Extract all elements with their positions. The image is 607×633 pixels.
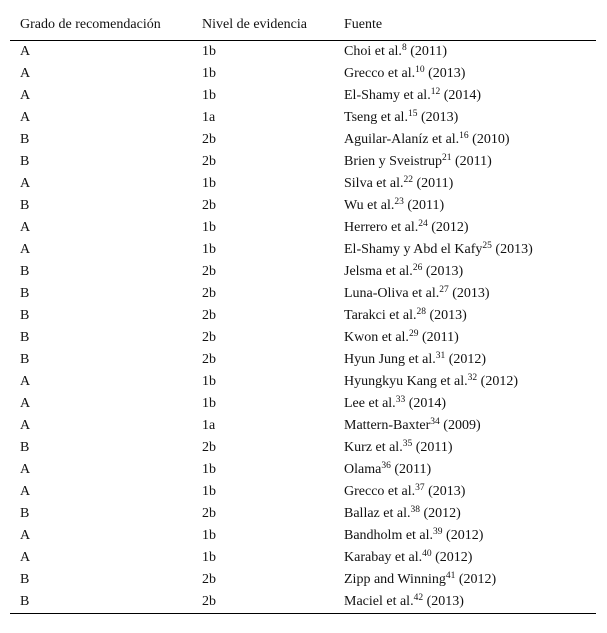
cell-grado: B [20, 286, 30, 301]
cell-grado: B [20, 198, 30, 213]
source-author: Hyun Jung et al. [344, 352, 436, 367]
cell-fuente [334, 63, 596, 85]
cell-fuente [334, 415, 596, 437]
source-reference-number: 33 [395, 395, 406, 405]
table-row [10, 547, 596, 569]
source-author: Maciel et al. [344, 594, 414, 609]
cell-fuente [334, 327, 596, 349]
cell-fuente [334, 283, 596, 305]
evidence-table [10, 10, 596, 614]
source-reference-number: 10 [415, 65, 425, 75]
source-reference-number: 42 [413, 593, 424, 603]
source-year: (2013) [452, 286, 490, 301]
table-row [10, 85, 596, 107]
source-reference-number: 39 [433, 527, 443, 537]
cell-grado: A [20, 220, 31, 235]
source-reference-number: 8 [401, 43, 407, 53]
source-year: (2013) [420, 110, 459, 125]
cell-nivel: 2b [202, 154, 216, 169]
cell-fuente [334, 151, 596, 173]
cell-nivel: 2b [202, 286, 216, 301]
cell-fuente [334, 547, 596, 569]
source-author: Zipp and Winning [344, 572, 446, 587]
source-year: (2012) [431, 220, 469, 235]
source-reference-number: 34 [430, 417, 440, 427]
cell-nivel: 1b [202, 396, 216, 411]
source-year: (2010) [472, 132, 510, 147]
source-year: (2011) [410, 44, 447, 59]
source-year: (2013) [426, 594, 464, 609]
evidence-table-container [10, 10, 596, 614]
table-row [10, 195, 596, 217]
source-reference-number: 38 [410, 505, 420, 515]
source-year: (2012) [446, 528, 484, 543]
source-author: Bandholm et al. [344, 528, 434, 543]
cell-grado: B [20, 264, 30, 279]
cell-nivel: 2b [202, 264, 216, 279]
cell-nivel: 2b [202, 440, 216, 455]
source-reference-number: 37 [415, 483, 425, 493]
source-reference-number: 12 [430, 87, 441, 97]
cell-fuente [334, 217, 596, 239]
cell-nivel: 1b [202, 242, 216, 257]
cell-grado: B [20, 506, 30, 521]
source-author: Kurz et al. [344, 440, 403, 455]
table-row [10, 327, 596, 349]
source-author: Brien y Sveistrup [344, 154, 442, 169]
source-year: (2013) [429, 308, 467, 323]
source-author: El-Shamy et al. [344, 88, 431, 103]
cell-nivel: 2b [192, 591, 334, 614]
source-year: (2013) [495, 242, 533, 257]
source-year: (2011) [421, 330, 459, 345]
source-year: (2014) [443, 88, 482, 103]
source-year: (2012) [448, 352, 487, 367]
cell-nivel: 2b [202, 132, 216, 147]
cell-fuente [334, 239, 596, 261]
cell-fuente [334, 41, 596, 64]
cell-nivel: 1b [202, 220, 216, 235]
cell-fuente [334, 437, 596, 459]
cell-grado: A [20, 110, 31, 125]
table-row [10, 591, 596, 614]
source-year: (2011) [416, 176, 454, 191]
cell-nivel: 1b [202, 550, 216, 565]
cell-grado: B [20, 308, 30, 323]
table-row [10, 437, 596, 459]
source-author: Grecco et al. [344, 66, 416, 81]
cell-nivel: 2b [202, 330, 216, 345]
table-row [10, 503, 596, 525]
table-row [10, 393, 596, 415]
source-reference-number: 25 [482, 241, 492, 251]
cell-grado: B [20, 572, 30, 587]
table-row [10, 415, 596, 437]
table-row [10, 129, 596, 151]
cell-fuente [334, 173, 596, 195]
cell-fuente [334, 305, 596, 327]
cell-nivel: 1b [202, 66, 216, 81]
cell-fuente [334, 525, 596, 547]
source-year: (2013) [428, 66, 466, 81]
cell-fuente [334, 503, 596, 525]
source-author: Lee et al. [344, 396, 396, 411]
table-row [10, 349, 596, 371]
cell-fuente [334, 371, 596, 393]
cell-fuente [334, 393, 596, 415]
table-row [10, 261, 596, 283]
source-reference-number: 22 [403, 175, 413, 185]
header-nivel: Nivel de evidencia [192, 10, 334, 41]
cell-nivel: 2b [202, 506, 216, 521]
cell-grado: A [20, 242, 31, 257]
source-year: (2014) [408, 396, 447, 411]
cell-nivel: 1a [202, 110, 216, 125]
source-reference-number: 16 [459, 131, 469, 141]
source-reference-number: 27 [439, 285, 449, 295]
cell-grado: A [20, 462, 31, 477]
cell-grado: A [20, 88, 31, 103]
table-row [10, 41, 596, 64]
cell-grado: A [20, 66, 31, 81]
source-year: (2012) [458, 572, 497, 587]
cell-nivel: 1b [202, 88, 216, 103]
table-row [10, 151, 596, 173]
source-reference-number: 31 [435, 351, 446, 361]
source-reference-number: 40 [422, 549, 432, 559]
source-year: (2013) [425, 264, 464, 279]
source-author: El-Shamy y Abd el Kafy [344, 242, 483, 257]
cell-nivel: 1b [202, 462, 216, 477]
cell-fuente [334, 459, 596, 481]
source-author: Luna-Oliva et al. [344, 286, 440, 301]
cell-grado: B [20, 440, 30, 455]
cell-nivel: 2b [202, 308, 216, 323]
source-year: (2011) [407, 198, 445, 213]
source-author: Silva et al. [344, 176, 404, 191]
cell-grado: B [20, 330, 30, 345]
cell-fuente [334, 129, 596, 151]
cell-nivel: 1b [202, 528, 216, 543]
source-year: (2012) [423, 506, 461, 521]
source-author: Jelsma et al. [344, 264, 413, 279]
cell-grado: B [10, 591, 192, 614]
cell-nivel: 2b [202, 352, 216, 367]
table-row [10, 217, 596, 239]
source-author: Kwon et al. [344, 330, 409, 345]
source-year: (2011) [455, 154, 492, 169]
source-author: Aguilar-Alaníz et al. [344, 132, 460, 147]
source-author: Mattern-Baxter [344, 418, 431, 433]
source-author: Herrero et al. [344, 220, 419, 235]
cell-fuente [334, 195, 596, 217]
cell-nivel: 1b [202, 176, 216, 191]
source-year: (2011) [394, 462, 432, 477]
cell-grado: B [20, 352, 30, 367]
source-year: (2009) [443, 418, 481, 433]
cell-grado: A [20, 484, 31, 499]
source-year: (2011) [415, 440, 453, 455]
source-author: Grecco et al. [344, 484, 416, 499]
source-year: (2012) [435, 550, 473, 565]
table-row [10, 481, 596, 503]
cell-fuente [334, 349, 596, 371]
header-grado: Grado de recomendación [10, 10, 192, 41]
table-row [10, 525, 596, 547]
table-row [10, 283, 596, 305]
source-author: Tarakci et al. [344, 308, 417, 323]
source-reference-number: 28 [416, 307, 426, 317]
source-reference-number: 26 [412, 263, 423, 273]
table-row [10, 459, 596, 481]
cell-grado: A [20, 550, 31, 565]
source-year: (2013) [428, 484, 466, 499]
source-reference-number: 21 [442, 153, 452, 163]
source-reference-number: 36 [381, 461, 391, 471]
cell-fuente [334, 481, 596, 503]
cell-grado: A [20, 176, 31, 191]
source-author: Hyungkyu Kang et al. [344, 374, 468, 389]
cell-grado: A [20, 396, 31, 411]
source-author: Tseng et al. [344, 110, 408, 125]
table-row [10, 239, 596, 261]
cell-nivel: 2b [202, 572, 216, 587]
source-author: Olama [344, 462, 382, 477]
cell-fuente [334, 569, 596, 591]
table-body [10, 41, 596, 614]
cell-grado: A [20, 44, 31, 59]
source-year: (2012) [480, 374, 518, 389]
source-author: Ballaz et al. [344, 506, 411, 521]
table-header-row [10, 10, 596, 41]
table-row [10, 173, 596, 195]
table-row [10, 305, 596, 327]
source-reference-number: 35 [402, 439, 413, 449]
source-author: Choi et al. [344, 44, 402, 59]
source-reference-number: 41 [445, 571, 456, 581]
cell-grado: B [20, 132, 30, 147]
cell-grado: B [20, 154, 30, 169]
cell-nivel: 1b [202, 484, 216, 499]
source-reference-number: 23 [394, 197, 404, 207]
table-row [10, 371, 596, 393]
source-reference-number: 29 [408, 329, 419, 339]
cell-grado: A [20, 374, 31, 389]
cell-nivel: 1a [202, 418, 216, 433]
cell-fuente [334, 107, 596, 129]
cell-grado: A [20, 418, 31, 433]
cell-nivel: 2b [202, 198, 216, 213]
source-reference-number: 32 [467, 373, 478, 383]
cell-fuente [334, 261, 596, 283]
source-author: Karabay et al. [344, 550, 423, 565]
source-author: Wu et al. [344, 198, 395, 213]
cell-fuente [334, 591, 596, 614]
table-row [10, 63, 596, 85]
cell-fuente [334, 85, 596, 107]
table-row [10, 107, 596, 129]
cell-grado: A [20, 528, 31, 543]
header-fuente: Fuente [334, 10, 596, 41]
source-reference-number: 24 [418, 219, 428, 229]
source-reference-number: 15 [407, 109, 418, 119]
cell-nivel: 1b [202, 374, 216, 389]
cell-nivel: 1b [202, 44, 216, 59]
table-row [10, 569, 596, 591]
